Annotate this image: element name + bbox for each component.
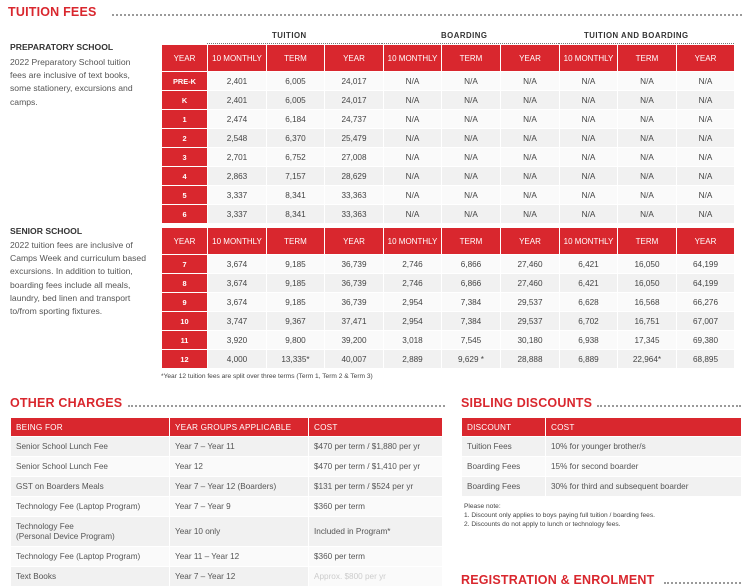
fee-cell: N/A xyxy=(442,148,501,167)
table-row xyxy=(162,274,735,293)
fee-cell: 67,007 xyxy=(677,312,735,331)
fee-cell: N/A xyxy=(384,167,442,186)
fee-cell: 2,548 xyxy=(208,129,267,148)
cell-line: Technology Fee xyxy=(16,521,74,531)
fee-cell: 29,537 xyxy=(501,293,560,312)
group-header-tuition: TUITION xyxy=(272,31,307,40)
table-cell: Technology Fee (Laptop Program) xyxy=(11,497,170,517)
fee-cell: N/A xyxy=(677,148,735,167)
fee-cell: 64,199 xyxy=(677,255,735,274)
fee-cell: N/A xyxy=(442,91,501,110)
fee-cell: 40,007 xyxy=(325,350,384,369)
prep-fees-table xyxy=(161,44,735,224)
table-cell: 30% for third and subsequent boarder xyxy=(546,477,742,497)
fee-cell: 6,866 xyxy=(442,274,501,293)
table-cell: Boarding Fees xyxy=(462,477,546,497)
table-cell: $360 per term xyxy=(309,497,443,517)
table-row xyxy=(162,293,735,312)
fee-cell: 6,370 xyxy=(267,129,325,148)
fee-cell: N/A xyxy=(618,167,677,186)
col-header: YEAR xyxy=(501,45,560,72)
fee-cell: 24,737 xyxy=(325,110,384,129)
table-row xyxy=(462,437,742,457)
table-row xyxy=(162,72,735,91)
fee-cell: 39,200 xyxy=(325,331,384,350)
fee-cell: N/A xyxy=(618,72,677,91)
fee-cell: 66,276 xyxy=(677,293,735,312)
table-cell xyxy=(11,517,170,547)
fee-cell: N/A xyxy=(442,129,501,148)
table-cell: Approx. $800 per yr xyxy=(309,567,443,587)
fee-cell: N/A xyxy=(560,72,618,91)
col-header: TERM xyxy=(618,228,677,255)
fee-cell: N/A xyxy=(442,110,501,129)
other-charges-table xyxy=(10,417,443,587)
fee-cell: N/A xyxy=(501,110,560,129)
sibling-header-row xyxy=(462,418,742,437)
fee-cell: 2,954 xyxy=(384,293,442,312)
fee-cell: N/A xyxy=(501,91,560,110)
fee-cell: 27,008 xyxy=(325,148,384,167)
fee-cell: 6,752 xyxy=(267,148,325,167)
cell-subline: (Personal Device Program) xyxy=(16,531,115,541)
fee-cell: 2,863 xyxy=(208,167,267,186)
table-row xyxy=(162,110,735,129)
table-row xyxy=(11,477,443,497)
fee-cell: 69,380 xyxy=(677,331,735,350)
table-cell: Included in Program* xyxy=(309,517,443,547)
fee-cell: 7,545 xyxy=(442,331,501,350)
fee-cell: 9,800 xyxy=(267,331,325,350)
fee-cell: 7,384 xyxy=(442,293,501,312)
note-2: 2. Discounts do not apply to lunch or technology fees. xyxy=(464,521,621,528)
fee-cell: N/A xyxy=(560,91,618,110)
prep-header-row xyxy=(162,45,735,72)
registration-divider xyxy=(664,582,741,584)
year-cell: 7 xyxy=(162,255,208,274)
col-header: TERM xyxy=(618,45,677,72)
senior-school-heading: SENIOR SCHOOL xyxy=(10,226,83,236)
fee-cell: 22,964* xyxy=(618,350,677,369)
other-charges-title: OTHER CHARGES xyxy=(10,396,123,410)
fee-cell: N/A xyxy=(384,72,442,91)
fee-cell: 2,746 xyxy=(384,274,442,293)
year-cell: 9 xyxy=(162,293,208,312)
table-cell: Technology Fee (Laptop Program) xyxy=(11,547,170,567)
table-cell: Year 12 xyxy=(170,457,309,477)
fee-cell: 6,184 xyxy=(267,110,325,129)
fee-cell: N/A xyxy=(384,186,442,205)
sibling-discounts-divider xyxy=(597,405,741,407)
col-header: YEAR xyxy=(677,45,735,72)
senior-school-text: 2022 tuition fees are inclusive of Camps Week and curriculum based excursions. In addition to tuition, boarding fees include all meals, laundry, bed linen and transport to/from sporting fixtures. xyxy=(10,240,146,317)
year-cell: 3 xyxy=(162,148,208,167)
table-cell: Senior School Lunch Fee xyxy=(11,457,170,477)
fee-cell: N/A xyxy=(501,186,560,205)
fee-cell: 27,460 xyxy=(501,255,560,274)
fee-cell: N/A xyxy=(501,129,560,148)
col-header: DISCOUNT xyxy=(462,418,546,437)
col-header: YEAR xyxy=(501,228,560,255)
table-cell: Text Books xyxy=(11,567,170,587)
title-divider xyxy=(112,14,742,16)
table-row xyxy=(162,205,735,224)
fee-cell: 4,000 xyxy=(208,350,267,369)
fee-cell: 33,363 xyxy=(325,205,384,224)
table-row xyxy=(162,91,735,110)
sibling-discounts-title: SIBLING DISCOUNTS xyxy=(461,396,593,410)
fee-cell: 28,888 xyxy=(501,350,560,369)
table-cell: 15% for second boarder xyxy=(546,457,742,477)
col-header: TERM xyxy=(267,45,325,72)
fee-cell: 6,702 xyxy=(560,312,618,331)
table-row xyxy=(462,457,742,477)
year-cell: 1 xyxy=(162,110,208,129)
fee-cell: N/A xyxy=(677,72,735,91)
fee-cell: 8,341 xyxy=(267,205,325,224)
other-charges-divider xyxy=(128,405,445,407)
col-header: TERM xyxy=(267,228,325,255)
fee-cell: 3,674 xyxy=(208,293,267,312)
fee-cell: 2,746 xyxy=(384,255,442,274)
table-row xyxy=(162,167,735,186)
col-header: 10 MONTHLY xyxy=(384,228,442,255)
senior-header-row xyxy=(162,228,735,255)
registration-title: REGISTRATION & ENROLMENT xyxy=(461,573,655,587)
table-row xyxy=(11,457,443,477)
year-cell: PRE-K xyxy=(162,72,208,91)
fee-cell: 25,479 xyxy=(325,129,384,148)
fee-cell: 2,954 xyxy=(384,312,442,331)
fee-cell: 9,367 xyxy=(267,312,325,331)
fee-cell: N/A xyxy=(384,91,442,110)
fee-cell: 30,180 xyxy=(501,331,560,350)
fee-cell: 13,335* xyxy=(267,350,325,369)
fee-cell: N/A xyxy=(677,91,735,110)
tuition-fees-title: TUITION FEES xyxy=(8,5,97,19)
fee-cell: 28,629 xyxy=(325,167,384,186)
fee-cell: 3,337 xyxy=(208,186,267,205)
table-cell: Boarding Fees xyxy=(462,457,546,477)
table-cell: Year 7 – Year 9 xyxy=(170,497,309,517)
fee-cell: 36,739 xyxy=(325,274,384,293)
fee-cell: N/A xyxy=(560,148,618,167)
fee-cell: 64,199 xyxy=(677,274,735,293)
fee-cell: N/A xyxy=(384,148,442,167)
prep-school-text: 2022 Preparatory School tuition fees are inclusive of text books, some stationery, excursions and camps. xyxy=(10,57,133,107)
table-row xyxy=(162,129,735,148)
fee-cell: 6,889 xyxy=(560,350,618,369)
prep-school-heading: PREPARATORY SCHOOL xyxy=(10,42,114,52)
other-charges-header-row xyxy=(11,418,443,437)
table-row xyxy=(162,312,735,331)
notes-title: Please note: xyxy=(464,503,501,510)
col-header: 10 MONTHLY xyxy=(208,228,267,255)
fee-cell: N/A xyxy=(501,148,560,167)
col-header: BEING FOR xyxy=(11,418,170,437)
table-cell: $131 per term / $524 per yr xyxy=(309,477,443,497)
fee-cell: N/A xyxy=(442,186,501,205)
fee-cell: 7,157 xyxy=(267,167,325,186)
fee-cell: N/A xyxy=(618,110,677,129)
table-cell: Year 7 – Year 11 xyxy=(170,437,309,457)
table-row xyxy=(11,517,443,547)
year-cell: 8 xyxy=(162,274,208,293)
table-cell: Year 11 – Year 12 xyxy=(170,547,309,567)
col-header: 10 MONTHLY xyxy=(560,228,618,255)
fee-cell: N/A xyxy=(618,129,677,148)
fee-cell: 2,401 xyxy=(208,91,267,110)
col-header: TERM xyxy=(442,45,501,72)
fee-cell: N/A xyxy=(384,129,442,148)
table-row xyxy=(162,350,735,369)
fee-cell: N/A xyxy=(501,205,560,224)
fee-cell: 33,363 xyxy=(325,186,384,205)
year-cell: 4 xyxy=(162,167,208,186)
fee-cell: 6,938 xyxy=(560,331,618,350)
fee-cell: 3,674 xyxy=(208,255,267,274)
table-cell: Senior School Lunch Fee xyxy=(11,437,170,457)
fee-cell: 68,895 xyxy=(677,350,735,369)
col-header: 10 MONTHLY xyxy=(560,45,618,72)
fee-cell: 3,674 xyxy=(208,274,267,293)
fee-cell: 3,337 xyxy=(208,205,267,224)
fee-cell: 2,701 xyxy=(208,148,267,167)
fee-cell: 6,421 xyxy=(560,255,618,274)
fee-cell: 3,018 xyxy=(384,331,442,350)
col-header: 10 MONTHLY xyxy=(208,45,267,72)
fee-cell: N/A xyxy=(560,110,618,129)
fee-cell: 3,920 xyxy=(208,331,267,350)
fee-cell: N/A xyxy=(560,129,618,148)
table-cell: $470 per term / $1,410 per yr xyxy=(309,457,443,477)
col-header: YEAR GROUPS APPLICABLE xyxy=(170,418,309,437)
table-cell: $360 per term xyxy=(309,547,443,567)
fee-cell: N/A xyxy=(618,205,677,224)
fee-cell: 27,460 xyxy=(501,274,560,293)
fee-cell: 16,050 xyxy=(618,255,677,274)
fee-cell: N/A xyxy=(560,186,618,205)
table-row xyxy=(11,497,443,517)
fee-cell: 9,629 * xyxy=(442,350,501,369)
fee-cell: 8,341 xyxy=(267,186,325,205)
fee-cell: 6,628 xyxy=(560,293,618,312)
fee-cell: 6,866 xyxy=(442,255,501,274)
fee-cell: N/A xyxy=(677,167,735,186)
fee-cell: 24,017 xyxy=(325,91,384,110)
col-header: YEAR xyxy=(677,228,735,255)
fee-cell: 9,185 xyxy=(267,255,325,274)
fee-cell: 7,384 xyxy=(442,312,501,331)
table-cell: 10% for younger brother/s xyxy=(546,437,742,457)
col-header: YEAR xyxy=(325,228,384,255)
table-cell: GST on Boarders Meals xyxy=(11,477,170,497)
fee-cell: 17,345 xyxy=(618,331,677,350)
fee-cell: 36,739 xyxy=(325,255,384,274)
fee-cell: 36,739 xyxy=(325,293,384,312)
year-cell: 6 xyxy=(162,205,208,224)
table-row xyxy=(162,186,735,205)
fee-cell: N/A xyxy=(442,167,501,186)
col-header: 10 MONTHLY xyxy=(384,45,442,72)
table-row xyxy=(162,148,735,167)
fee-cell: 9,185 xyxy=(267,293,325,312)
table-cell: Year 7 – Year 12 xyxy=(170,567,309,587)
sibling-discounts-table xyxy=(461,417,742,497)
fee-cell: 9,185 xyxy=(267,274,325,293)
fee-cell: 16,050 xyxy=(618,274,677,293)
group-header-boarding: BOARDING xyxy=(441,31,488,40)
fee-cell: N/A xyxy=(618,91,677,110)
year-cell: 2 xyxy=(162,129,208,148)
fee-cell: N/A xyxy=(677,205,735,224)
fee-cell: 6,421 xyxy=(560,274,618,293)
fee-cell: 3,747 xyxy=(208,312,267,331)
table-row xyxy=(162,331,735,350)
table-row xyxy=(11,437,443,457)
fee-cell: N/A xyxy=(677,110,735,129)
fee-cell: 2,474 xyxy=(208,110,267,129)
fee-cell: N/A xyxy=(442,72,501,91)
fee-cell: 24,017 xyxy=(325,72,384,91)
fee-cell: N/A xyxy=(677,186,735,205)
fee-cell: 6,005 xyxy=(267,91,325,110)
group-header-tuition-and-boarding: TUITION AND BOARDING xyxy=(584,31,689,40)
table-row xyxy=(462,477,742,497)
fee-cell: N/A xyxy=(384,110,442,129)
senior-fees-table xyxy=(161,227,735,369)
fee-cell: N/A xyxy=(677,129,735,148)
fee-cell: 16,751 xyxy=(618,312,677,331)
col-header: YEAR xyxy=(325,45,384,72)
fee-cell: N/A xyxy=(384,205,442,224)
note-1: 1. Discount only applies to boys paying full tuition / boarding fees. xyxy=(464,512,655,519)
fee-cell: 16,568 xyxy=(618,293,677,312)
table-cell: Year 7 – Year 12 (Boarders) xyxy=(170,477,309,497)
table-row xyxy=(11,567,443,587)
fee-cell: N/A xyxy=(501,167,560,186)
fee-cell: N/A xyxy=(618,186,677,205)
fee-cell: N/A xyxy=(618,148,677,167)
year-cell: 10 xyxy=(162,312,208,331)
fee-cell: 2,401 xyxy=(208,72,267,91)
fee-cell: N/A xyxy=(560,167,618,186)
col-header: COST xyxy=(546,418,742,437)
col-header: YEAR xyxy=(162,45,208,72)
tuition-footnote: *Year 12 tuition fees are split over three terms (Term 1, Term 2 & Term 3) xyxy=(161,373,373,380)
year-cell: 5 xyxy=(162,186,208,205)
col-header: YEAR xyxy=(162,228,208,255)
fee-cell: 6,005 xyxy=(267,72,325,91)
table-row xyxy=(11,547,443,567)
fee-cell: 29,537 xyxy=(501,312,560,331)
fee-cell: N/A xyxy=(442,205,501,224)
sibling-notes xyxy=(464,502,655,529)
year-cell: 12 xyxy=(162,350,208,369)
year-cell: 11 xyxy=(162,331,208,350)
fee-cell: N/A xyxy=(501,72,560,91)
table-row xyxy=(162,255,735,274)
table-cell: Year 10 only xyxy=(170,517,309,547)
table-cell: Tuition Fees xyxy=(462,437,546,457)
col-header: COST xyxy=(309,418,443,437)
fee-cell: 37,471 xyxy=(325,312,384,331)
year-cell: K xyxy=(162,91,208,110)
table-cell: $470 per term / $1,880 per yr xyxy=(309,437,443,457)
col-header: TERM xyxy=(442,228,501,255)
fee-cell: 2,889 xyxy=(384,350,442,369)
fee-cell: N/A xyxy=(560,205,618,224)
